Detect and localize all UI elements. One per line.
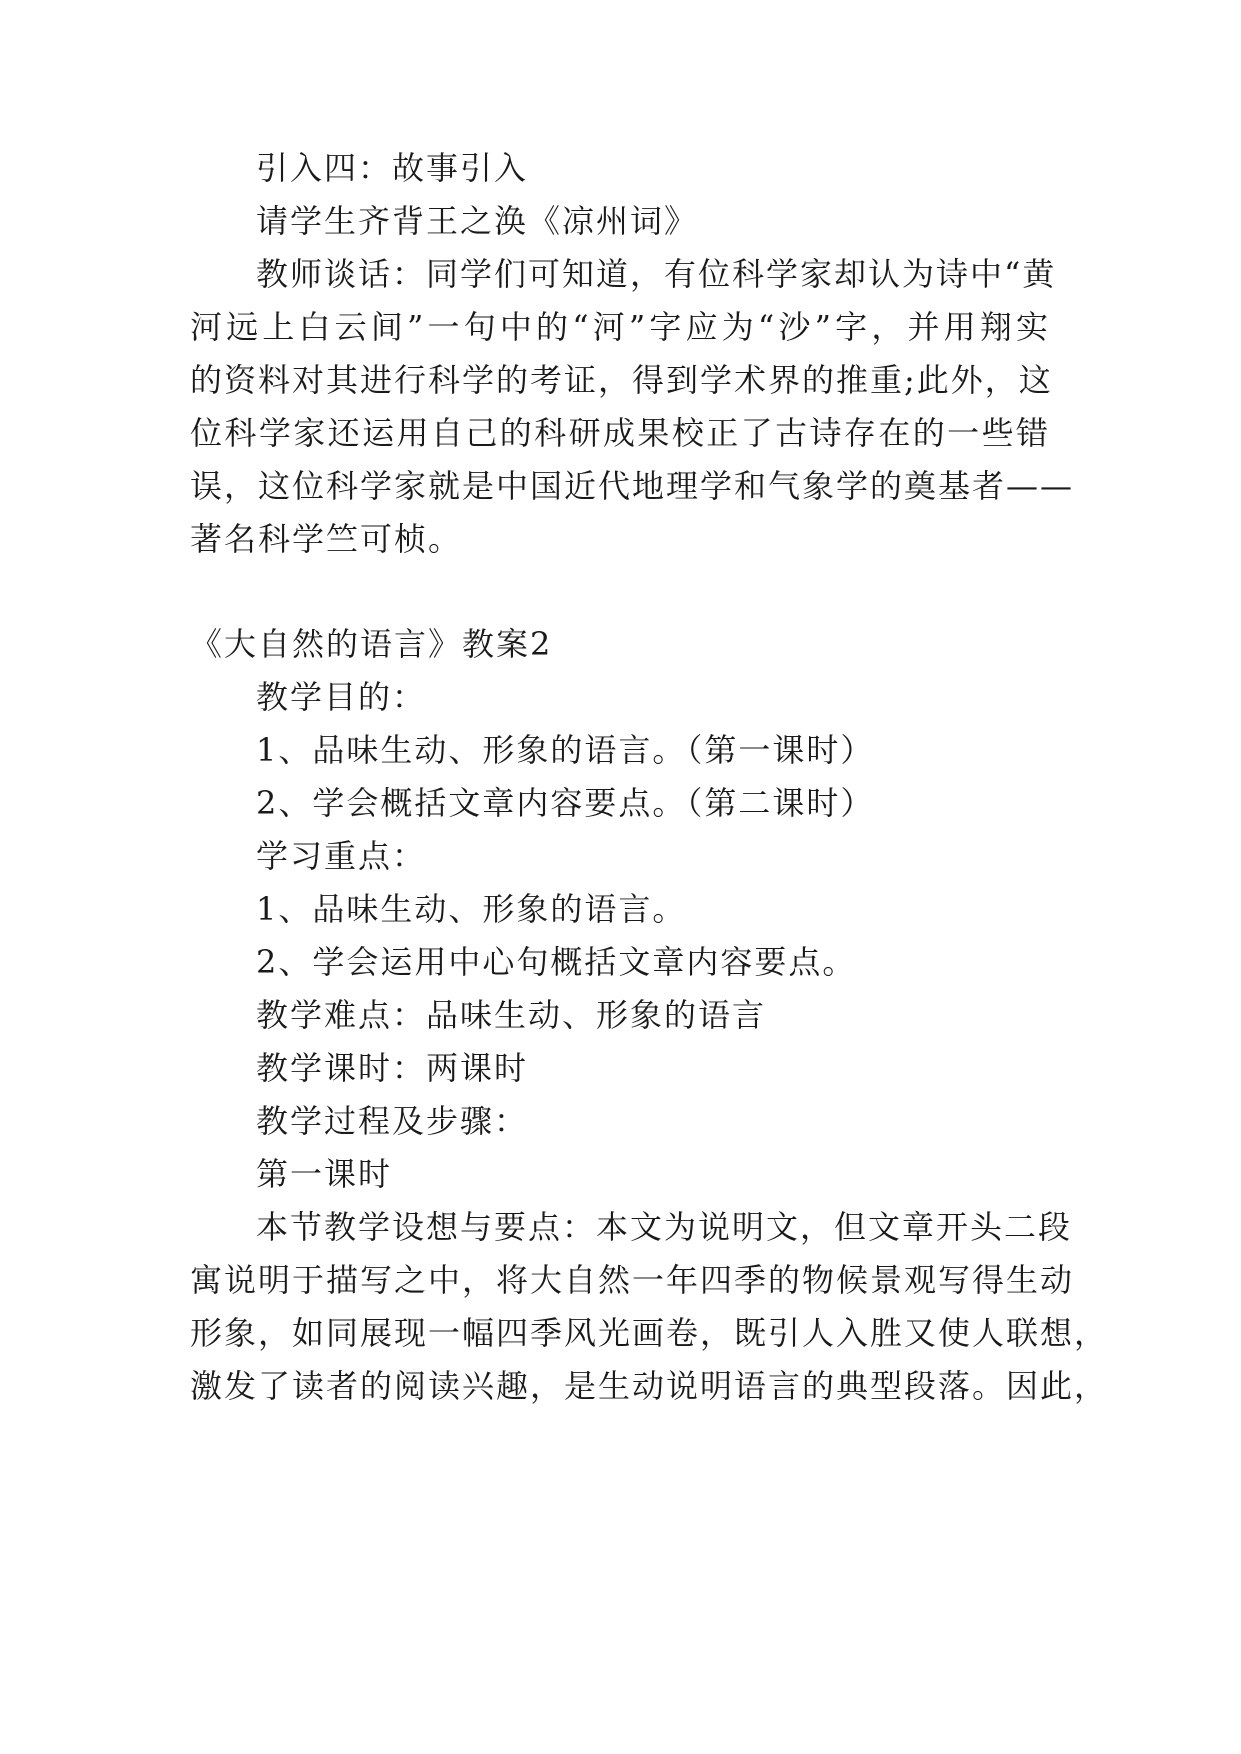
talk-line-6: 著名科学竺可桢。: [190, 520, 463, 558]
talk-line-5: 误，这位科学家就是中国近代地理学和气象学的奠基者——: [190, 467, 1075, 505]
list-item: 2、学会运用中心句概括文章内容要点。: [256, 943, 857, 981]
list-item: 1、品味生动、形象的语言。: [256, 890, 687, 928]
lesson-plan-title: 《大自然的语言》教案2: [190, 625, 553, 663]
para-line-2: 寓说明于描写之中，将大自然一年四季的物候景观写得生动: [190, 1261, 1075, 1299]
para-line-1: 本节教学设想与要点：本文为说明文，但文章开头二段: [256, 1208, 1073, 1246]
recite-instruction: 请学生齐背王之涣《凉州词》: [256, 202, 699, 240]
talk-line-3: 的资料对其进行科学的考证，得到学术界的推重;此外，这: [190, 361, 1053, 399]
talk-line-4: 位科学家还运用自己的科研成果校正了古诗存在的一些错: [190, 414, 1050, 452]
list-item: 教学过程及步骤：: [256, 1102, 529, 1140]
list-item: 第一课时: [256, 1155, 393, 1193]
talk-line-2: 河远上白云间”一句中的“河”字应为“沙”字，并用翔实: [190, 308, 1050, 346]
talk-line-1: 教师谈话：同学们可知道，有位科学家却认为诗中“黄: [256, 255, 1057, 293]
heading-story-intro: 引入四：故事引入: [256, 149, 529, 187]
list-item: 教学目的：: [256, 678, 427, 716]
para-line-3: 形象，如同展现一幅四季风光画卷，既引人入胜又使人联想，: [190, 1314, 1109, 1352]
list-item: 学习重点：: [256, 837, 427, 875]
list-item: 2、学会概括文章内容要点。（第二课时）: [256, 784, 875, 822]
list-item: 1、品味生动、形象的语言。（第一课时）: [256, 731, 875, 769]
list-item: 教学难点：品味生动、形象的语言: [256, 996, 767, 1034]
list-item: 教学课时：两课时: [256, 1049, 529, 1087]
para-line-4: 激发了读者的阅读兴趣，是生动说明语言的典型段落。因此，: [190, 1367, 1109, 1405]
